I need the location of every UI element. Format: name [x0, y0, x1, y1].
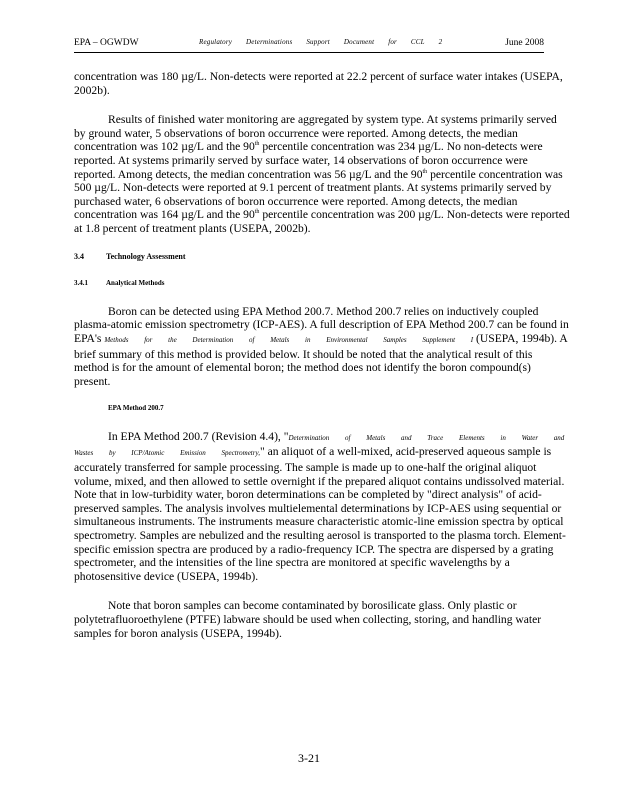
page-body	[74, 70, 570, 640]
header-date: June 2008	[505, 38, 544, 48]
page-number: 3-21	[298, 751, 320, 765]
paragraph-method-description: In EPA Method 200.7 (Revision 4.4), "Determination of Metals and Trace Elements in Water and Wastes by ICP/Atomic Emission Spectrometry," an aliquot of a well-mixed, acid-preserved aqueous sample is accurately transferred for sample processing. The sample is made up to one-half the original aliquot volume, mixed, and then allowed to settle overnight if the prepared aliquot contains undissolved material. Note that in low-turbidity water, boron determinations can be completed by "direct analysis" of acid-preserved samples. The analysis involves multielemental determinations by ICP-AES using sequential or simultaneous instruments. The instruments measure characteristic atomic-line emission spectra by optical spectrometry. Samples are nebulized and the resulting aerosol is transported to the plasma torch. Element-specific emission spectra are produced by a radio-frequency ICP. The spectra are dispersed by a grating spectrometer, and the intensities of the line spectra are monitored at specific wavelengths by a photosensitive device (USEPA, 1994b).	[74, 429, 566, 583]
page-header	[74, 38, 544, 53]
subheading-epa-method-200-7: EPA Method 200.7	[108, 404, 164, 413]
paragraph-boron-detection: Boron can be detected using EPA Method 200.7. Method 200.7 relies on inductively coupled plasma-atomic emission spectrometry (ICP-AES). A full description of EPA Method 200.7 can be found in EPA's Methods for the Determination of Metals in Environmental Samples Supplement I (USEPA, 1994b). A brief summary of this method is provided below. It should be noted that the analytical result of this method is for the amount of elemental boron; the method does not identify the boron compound(s) present.	[74, 304, 569, 388]
section-heading-analytical-methods: 3.4.1 Analytical Methods	[74, 279, 165, 288]
header-agency: EPA – OGWDW	[74, 38, 139, 48]
paragraph-surface-water-concentration: concentration was 180 µg/L. Non-detects were reported at 22.2 percent of surface water intakes (USEPA, 2002b).	[74, 70, 563, 97]
paragraph-finished-water-monitoring: Results of finished water monitoring are aggregated by system type. At systems primarily served by ground water, 5 observations of boron occurrence were reported. Among detects, the median concentration was 102 µg/L and the 90th percentile concentration was 234 µg/L. No non-detects were reported. At systems primarily served by surface water, 14 observations of boron occurrence were reported. Among detects, the median concentration was 56 µg/L and the 90th percentile concentration was 500 µg/L. Non-detects were reported at 9.1 percent of treatment plants. At systems primarily served by purchased water, 6 observations of boron occurrence were reported. Among detects, the median concentration was 164 µg/L and the 90th percentile concentration was 200 µg/L. Non-detects were reported at 1.8 percent of treatment plants (USEPA, 2002b).	[74, 113, 570, 235]
paragraph-contamination-note: Note that boron samples can become contaminated by borosilicate glass. Only plastic or polytetrafluoroethylene (PTFE) labware should be used when collecting, storing, and handling water samples for boron analysis (USEPA, 1994b).	[74, 599, 542, 640]
section-heading-technology-assessment: 3.4 Technology Assessment	[74, 251, 186, 261]
header-document-title: Regulatory Determinations Support Document for CCL 2	[199, 38, 443, 46]
